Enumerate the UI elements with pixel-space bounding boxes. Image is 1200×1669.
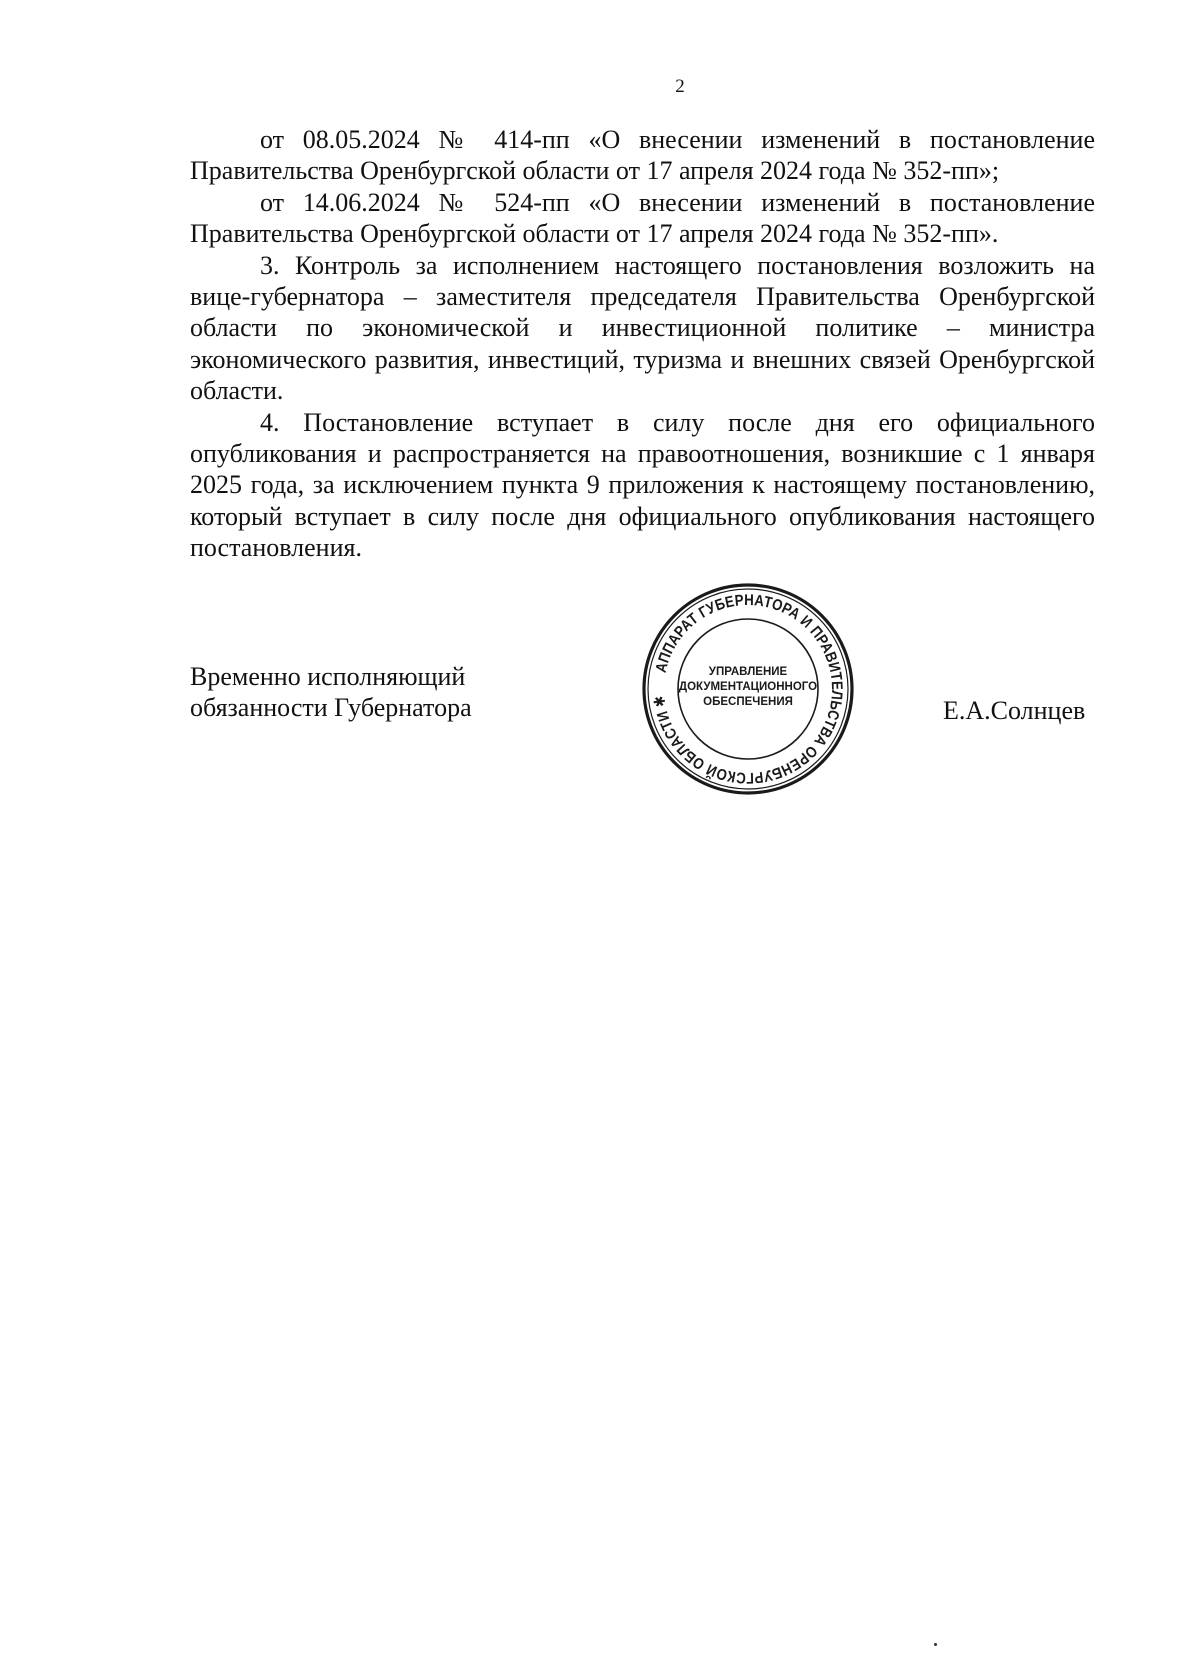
signatory-name: Е.А.Солнцев [943,696,1086,725]
seal-center-line-2: ДОКУМЕНТАЦИОННОГО [678,681,818,693]
signatory-position [190,661,472,723]
seal-ring-text-path: АППАРАТ ГУБЕРНАТОРА И ПРАВИТЕЛЬСТВА ОРЕНБУРГСКОЙ ОБЛАСТИ ✱ [650,591,846,787]
seal-graphic [638,579,858,799]
seal-center-line-3: ОБЕСПЕЧЕНИЯ [703,696,793,708]
paragraph-control-clause: 3. Контроль за исполнением настоящего постановления возложить на вице-губернатора – заместителя председателя Правительства Оренбургской области по экономической и инвестиционной политике – министра экономического развития, инвестиций, туризма и внешних связей Оренбургской области. [190,250,1095,406]
paragraph-amendment-524: от 14.06.2024 № 524-пп «О внесении изменений в постановление Правительства Оренбургской области от 17 апреля 2024 года № 352-пп». [190,187,1095,249]
paragraph-effective-date: 4. Постановление вступает в силу после дня его официального опубликования и распространяется на правоотношения, возникшие с 1 января 2025 года, за исключением пункта 9 приложения к настоящему постановлению, который вступает в силу после дня официального опубликования настоящего постановления. [190,407,1095,563]
scan-speck [934,1643,937,1646]
official-seal-stamp [638,579,858,799]
document-body [190,124,1095,564]
signatory-position-line-2: обязанности Губернатора [190,693,472,722]
paragraph-amendment-414: от 08.05.2024 № 414-пп «О внесении изменений в постановление Правительства Оренбургской области от 17 апреля 2024 года № 352-пп»; [190,125,1095,186]
page-number: 2 [675,76,685,97]
seal-center-line-1: УПРАВЛЕНИЕ [708,666,788,678]
signatory-position-line-1: Временно исполняющий [190,662,466,691]
